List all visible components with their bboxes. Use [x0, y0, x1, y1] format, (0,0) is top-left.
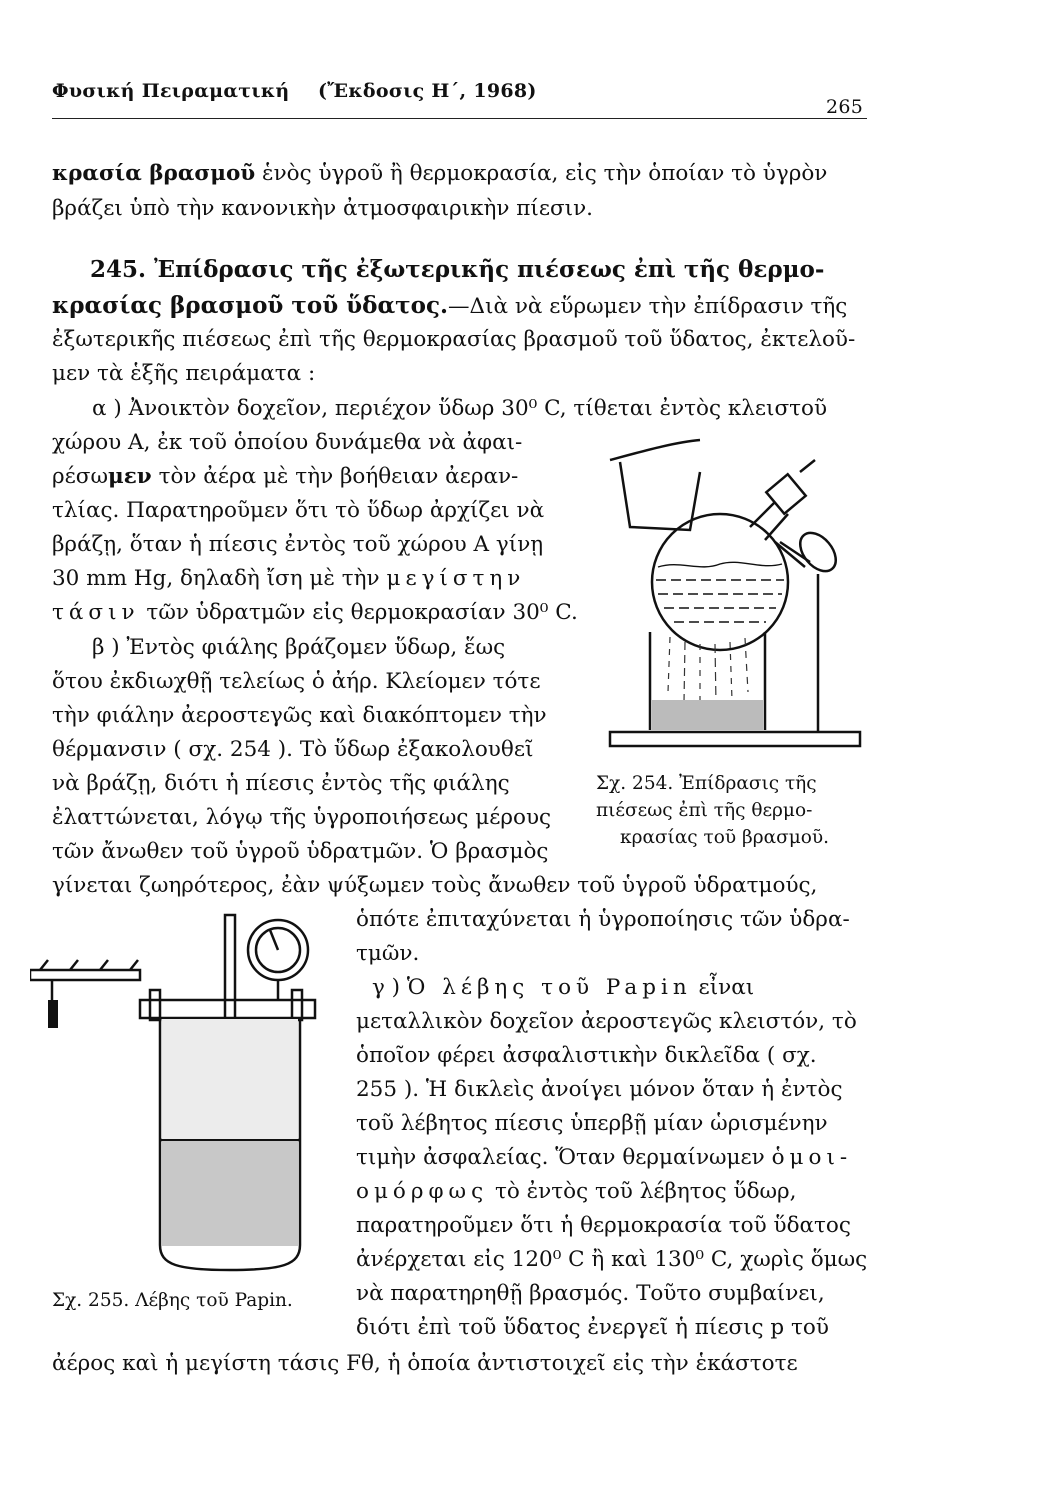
text-bold: μεν: [108, 464, 152, 489]
text-line: τοῦ λέβητος πίεσις ὑπερβῇ μίαν ὡρισμένην: [356, 1111, 828, 1136]
text-line: βράζει ὑπὸ τὴν κανονικὴν ἀτμοσφαιρικὴν πίεσιν.: [52, 196, 594, 221]
text-line: ὁπότε ἐπιταχύνεται ἡ ὑγροποίησις τῶν ὑδρα-: [356, 907, 850, 932]
text-line: ἀέρος καὶ ἡ μεγίστη τάσις Fθ, ἡ ὁποία ἀντιστοιχεῖ εἰς τὴν ἑκάστοτε: [52, 1351, 798, 1376]
text-run: τὸν ἀέρα μὲ τὴν βοήθειαν ἀεραν-: [151, 464, 519, 489]
text-line: νὰ βράζῃ, διότι ἡ πίεσις ἐντὸς τῆς φιάλης: [52, 771, 510, 796]
text-line: [52, 294, 847, 318]
spaced-term: τάσιν: [52, 600, 140, 625]
spaced-term: ομόρφως: [356, 1179, 489, 1204]
text-line: τμῶν.: [356, 941, 420, 966]
text-run: ρέσω: [52, 464, 108, 489]
figure-254-illustration: [600, 432, 870, 762]
text-line: [52, 602, 578, 624]
section-heading: 245. Ἐπίδρασις τῆς ἐξωτερικῆς πιέσεως ἐπὶ τῆς θερμο-: [90, 256, 825, 283]
figure-254-caption: πιέσεως ἐπὶ τῆς θερμο-: [596, 800, 813, 821]
text-line: τῶν ἄνωθεν τοῦ ὑγροῦ ὑδρατμῶν. Ὁ βρασμὸς: [52, 839, 549, 864]
text-run: 30 mm Hg, δηλαδὴ ἴση μὲ τὴν: [52, 566, 387, 591]
text-line: ἐξωτερικῆς πιέσεως ἐπὶ τῆς θερμοκρασίας βρασμοῦ τοῦ ὕδατος, ἐκτελοῦ-: [52, 327, 856, 352]
text-run: εἶναι: [691, 975, 755, 1000]
section-heading-cont: κρασίας βρασμοῦ τοῦ ὕδατος.: [52, 292, 449, 319]
text-line: παρατηροῦμεν ὅτι ἡ θερμοκρασία τοῦ ὕδατος: [356, 1213, 851, 1238]
text-run: τιμὴν ἀσφαλείας. Ὅταν θερμαίνωμεν: [356, 1145, 772, 1170]
text-line: χώρου Α, ἐκ τοῦ ὁποίου δυνάμεθα νὰ ἀφαι-: [52, 430, 523, 455]
figure-254-caption: Σχ. 254. Ἐπίδρασις τῆς: [596, 773, 817, 794]
text-line: [52, 568, 525, 590]
figure-255-illustration: [30, 905, 340, 1285]
text-run: ἑνὸς ὑγροῦ ἢ θερμοκρασία, εἰς τὴν ὁποίαν τὸ ὑγρὸν: [255, 161, 828, 186]
text-run: τῶν ὑδρατμῶν εἰς θερμοκρασίαν 30⁰ C.: [139, 600, 578, 625]
text-line: τλίας. Παρατηροῦμεν ὅτι τὸ ὕδωρ ἀρχίζει νὰ: [52, 498, 545, 523]
text-line: ὁποῖον φέρει ἀσφαλιστικὴν δικλεῖδα ( σχ.: [356, 1043, 817, 1068]
text-line: γίνεται ζωηρότερος, ἐὰν ψύξωμεν τοὺς ἄνωθεν τοῦ ὑγροῦ ὑδρατμούς,: [52, 873, 818, 898]
text-line: 255 ). Ἡ δικλεὶς ἀνοίγει μόνον ὅταν ἡ ἐντὸς: [356, 1077, 843, 1102]
edition-label: (Ἔκδοσις Η΄, 1968): [318, 80, 537, 102]
spaced-term: μεγίστην: [386, 566, 526, 591]
figure-255-caption: Σχ. 255. Λέβης τοῦ Papin.: [52, 1290, 293, 1311]
text-line: α ) Ἀνοικτὸν δοχεῖον, περιέχον ὕδωρ 30⁰ C, τίθεται ἐντὸς κλειστοῦ: [92, 396, 828, 421]
text-line: [372, 977, 754, 999]
spaced-term: ὁμοι-: [771, 1145, 853, 1170]
text-run: τὸ ἐντὸς τοῦ λέβητος ὕδωρ,: [488, 1179, 797, 1204]
header-rule: [52, 118, 867, 119]
text-line: βράζῃ, ὅταν ἡ πίεσις ἐντὸς τοῦ χώρου Α γίνῃ: [52, 532, 544, 557]
text-line: τὴν φιάλην ἀεροστεγῶς καὶ διακόπτομεν τὴν: [52, 703, 547, 728]
text-line: νὰ παρατηρηθῇ βρασμός. Τοῦτο συμβαίνει,: [356, 1281, 825, 1306]
text-line: ἀνέρχεται εἰς 120⁰ C ἢ καὶ 130⁰ C, χωρὶς ὅμως: [356, 1247, 868, 1272]
text-line: θέρμανσιν ( σχ. 254 ). Τὸ ὕδωρ ἐξακολουθεῖ: [52, 737, 534, 762]
text-line: μεν τὰ ἑξῆς πειράματα :: [52, 361, 316, 386]
term-bold: κρασία βρασμοῦ: [52, 161, 256, 186]
spaced-term: Ὁ λέβης τοῦ Papin: [406, 975, 692, 1000]
text-run: γ ): [372, 975, 407, 1000]
text-line: β ) Ἐντὸς φιάλης βράζομεν ὕδωρ, ἕως: [92, 635, 506, 660]
text-line: ἐλαττώνεται, λόγῳ τῆς ὑγροποιήσεως μέρους: [52, 805, 552, 830]
text-run: —Διὰ νὰ εὕρωμεν τὴν ἐπίδρασιν τῆς: [448, 294, 848, 319]
text-line: ὅτου ἐκδιωχθῇ τελείως ὁ ἀήρ. Κλείομεν τότε: [52, 669, 541, 694]
text-line: [356, 1181, 797, 1203]
figure-254-caption: κρασίας τοῦ βρασμοῦ.: [620, 827, 830, 848]
page-number: 265: [826, 96, 864, 118]
text-line: διότι ἐπὶ τοῦ ὕδατος ἐνεργεῖ ἡ πίεσις p τοῦ: [356, 1315, 829, 1340]
text-line: [52, 466, 518, 488]
running-title: Φυσική Πειραματική: [52, 80, 290, 102]
text-line: [356, 1147, 852, 1169]
text-line: μεταλλικὸν δοχεῖον ἀεροστεγῶς κλειστόν, τὸ: [356, 1009, 857, 1034]
text-line: [52, 163, 827, 185]
